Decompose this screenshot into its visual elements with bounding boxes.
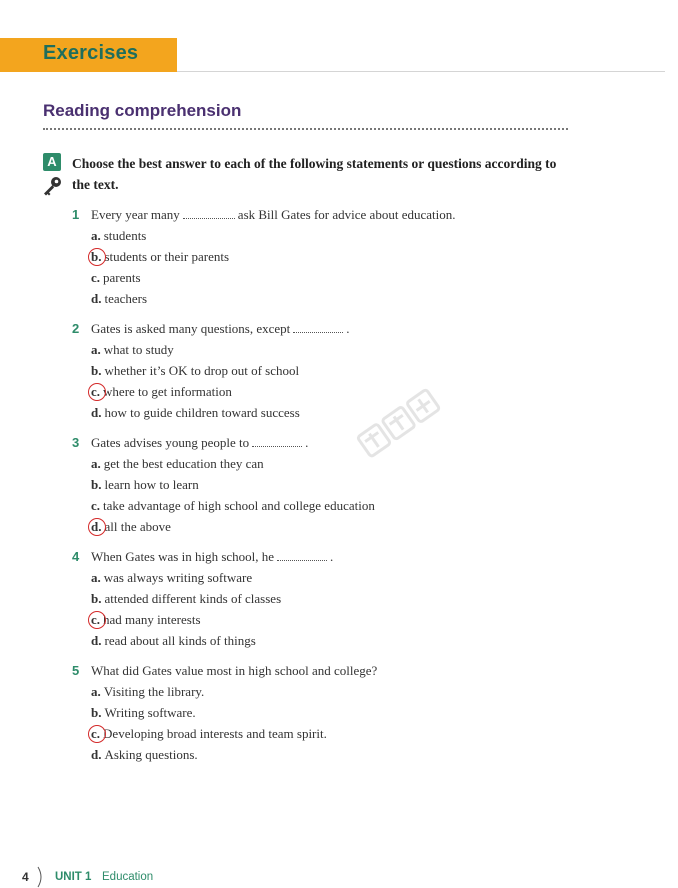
option-d: d. how to guide children toward success	[91, 405, 300, 420]
page-number: 4	[22, 870, 29, 884]
section-title: Reading comprehension	[43, 101, 242, 120]
option-c: c. Developing broad interests and team spirit.	[72, 723, 592, 744]
answer-blank	[293, 319, 343, 333]
bracket-icon	[36, 866, 46, 888]
question-number: 1	[72, 207, 80, 222]
answer-circle: c.	[91, 381, 100, 402]
question-stem: Gates advises young people to .	[91, 435, 309, 450]
option-a: a. students	[91, 228, 147, 243]
question-4	[72, 546, 592, 651]
option-b: b. attended different kinds of classes	[91, 591, 282, 606]
option-d: d. Asking questions.	[91, 747, 198, 762]
page-title: Exercises	[43, 42, 139, 64]
answer-circle: c.	[91, 609, 100, 630]
question-stem: When Gates was in high school, he .	[91, 549, 334, 564]
option-a: a. Visiting the library.	[91, 684, 205, 699]
option-a: a. was always writing software	[91, 570, 253, 585]
question-number: 5	[72, 663, 80, 678]
option-c: c. where to get information	[72, 381, 592, 402]
option-c: c. had many interests	[72, 609, 592, 630]
question-5	[72, 660, 592, 765]
answer-blank	[252, 433, 302, 447]
question-number: 3	[72, 435, 80, 450]
option-a: a. get the best education they can	[91, 456, 264, 471]
question-1	[72, 204, 592, 309]
section-divider	[43, 128, 568, 130]
unit-name: Education	[102, 871, 154, 883]
option-c: c. take advantage of high school and college education	[91, 498, 375, 513]
option-c: c. parents	[91, 270, 141, 285]
question-number: 4	[72, 549, 80, 564]
question-number: 2	[72, 321, 80, 336]
answer-circle: b.	[91, 246, 101, 267]
option-d: d. all the above	[72, 516, 592, 537]
question-3	[72, 432, 592, 537]
question-stem: Every year many ask Bill Gates for advice about education.	[91, 207, 456, 222]
option-b: b. whether it’s OK to drop out of school	[91, 363, 300, 378]
question-2	[72, 318, 592, 423]
key-icon	[41, 176, 63, 196]
exercise-badge: A	[43, 153, 61, 171]
option-b: b. students or their parents	[72, 246, 592, 267]
header-divider	[177, 71, 665, 72]
option-b: b. Writing software.	[91, 705, 196, 720]
question-stem: What did Gates value most in high school and college?	[91, 663, 378, 678]
unit-label: UNIT 1	[55, 871, 92, 883]
answer-blank	[183, 205, 235, 219]
question-stem: Gates is asked many questions, except .	[91, 321, 350, 336]
option-b: b. learn how to learn	[91, 477, 199, 492]
answer-blank	[277, 547, 327, 561]
watermark-stamp-icon	[352, 378, 452, 478]
answer-circle: d.	[91, 516, 101, 537]
exercise-instruction: Choose the best answer to each of the following statements or questions according to the text.	[72, 156, 557, 192]
option-d: d. teachers	[91, 291, 148, 306]
answer-circle: c.	[91, 723, 100, 744]
option-a: a. what to study	[91, 342, 174, 357]
option-d: d. read about all kinds of things	[91, 633, 256, 648]
